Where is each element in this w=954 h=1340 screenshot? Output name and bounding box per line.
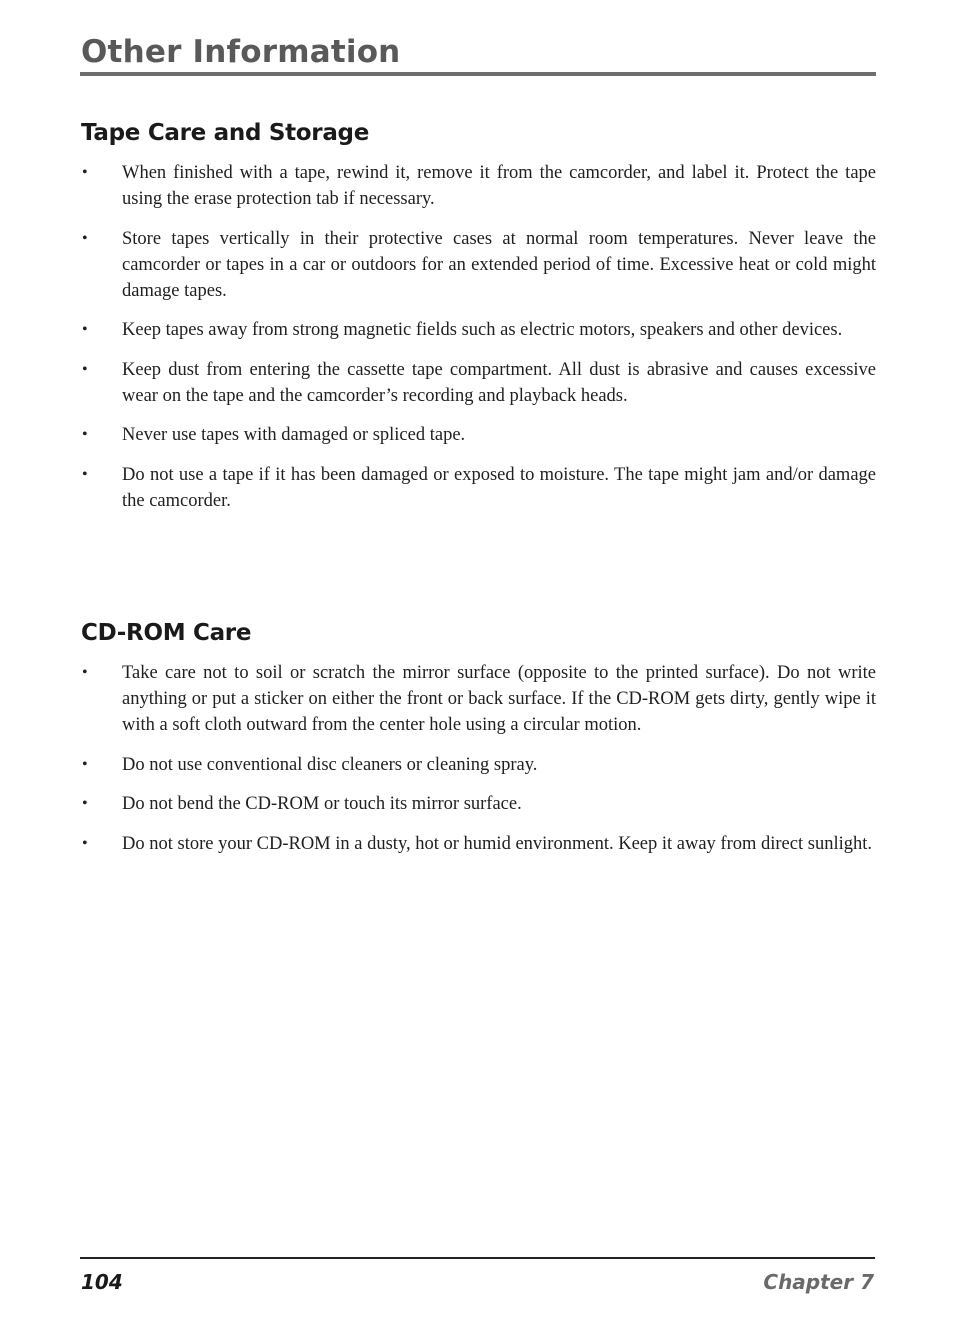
section-heading-cdrom-care: CD-ROM Care xyxy=(81,620,252,646)
list-item-text: Keep tapes away from strong magnetic fields such as electric motors, speakers and other devices. xyxy=(122,320,843,340)
list-item xyxy=(81,752,876,778)
bullet-glyph: • xyxy=(82,795,88,812)
bullet-glyph: • xyxy=(82,360,88,378)
bullet-glyph: • xyxy=(82,664,88,681)
section-heading-tape-care: Tape Care and Storage xyxy=(81,120,370,146)
tape-care-list xyxy=(81,160,876,527)
list-item xyxy=(81,317,876,343)
list-item-text: Do not use a tape if it has been damaged or exposed to moisture. The tape might jam and/or damage the camcorder. xyxy=(122,464,876,511)
list-item xyxy=(81,831,876,857)
list-item-text: Keep dust from entering the cassette tape compartment. All dust is abrasive and causes excessive wear on the tape and the camcorder’s recording and playback heads. xyxy=(122,359,876,406)
list-item xyxy=(81,791,876,817)
list-item xyxy=(81,422,876,448)
list-item-text: Take care not to soil or scratch the mirror surface (opposite to the printed surface). Do not write anything or put a sticker on either the front or back surface. If the CD-ROM gets dirty, gently wipe it with a soft cloth outward from the center hole using a circular motion. xyxy=(122,663,876,735)
bullet-glyph: • xyxy=(82,426,88,443)
footer-rule xyxy=(80,1257,875,1259)
bullet-glyph: • xyxy=(82,164,88,181)
bullet-glyph: • xyxy=(82,465,88,483)
bullet-glyph: • xyxy=(82,321,88,338)
list-item-text: Do not store your CD-ROM in a dusty, hot or humid environment. Keep it away from direct sunlight. xyxy=(122,833,872,854)
list-item-text: Do not bend the CD-ROM or touch its mirror surface. xyxy=(122,794,522,814)
page-number: 104 xyxy=(81,1270,123,1294)
chapter-label: Chapter 7 xyxy=(763,1270,874,1294)
list-item xyxy=(81,226,876,304)
bullet-glyph: • xyxy=(82,755,88,773)
bullet-glyph: • xyxy=(82,229,88,247)
list-item xyxy=(81,660,876,738)
list-item-text: Store tapes vertically in their protective cases at normal room temperatures. Never leave the camcorder or tapes in a car or outdoors for an extended period of time. Excessive heat or cold might damage tapes. xyxy=(122,228,876,301)
list-item-text: When finished with a tape, rewind it, remove it from the camcorder, and label it. Protect the tape using the erase protection tab if necessary. xyxy=(122,163,876,209)
list-item-text: Never use tapes with damaged or spliced tape. xyxy=(122,425,466,445)
header-rule xyxy=(80,72,876,76)
list-item xyxy=(81,160,876,212)
cdrom-care-list xyxy=(81,660,876,870)
running-header: Other Information xyxy=(81,34,401,70)
list-item xyxy=(81,462,876,514)
list-item xyxy=(81,357,876,409)
list-item-text: Do not use conventional disc cleaners or cleaning spray. xyxy=(122,754,538,775)
bullet-glyph: • xyxy=(82,834,88,852)
